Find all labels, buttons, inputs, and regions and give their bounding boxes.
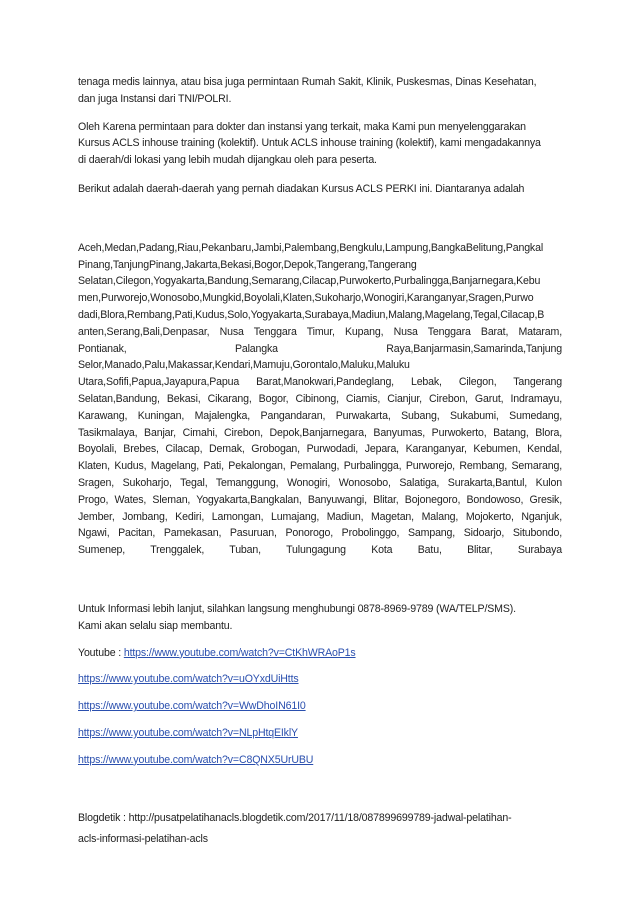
youtube-link[interactable]: https://www.youtube.com/watch?v=WwDhoIN61I0: [78, 700, 306, 713]
cities-line: Sragen, Sukoharjo, Tegal, Temanggung, Wonogiri, Wonosobo, Salatiga, Surakarta,Bantul, Kulon: [78, 476, 562, 489]
cities-line: Selatan,Bandung, Bekasi, Cikarang, Bogor, Cibinong, Ciamis, Cianjur, Cirebon, Garut, Indramayu,: [78, 392, 562, 405]
cities-line: Boyolali, Brebes, Cilacap, Demak, Grobogan, Purwodadi, Jepara, Karanganyar, Kebumen, Kendal,: [78, 443, 562, 456]
youtube-link[interactable]: https://www.youtube.com/watch?v=CtKhWRAoP1s: [123, 646, 356, 659]
cities-line: Utara,Sofifi,Papua,Jayapura,Papua Barat,Manokwari,Pandeglang, Lebak, Cilegon, Tangerang: [78, 376, 562, 389]
cities-line: Karawang, Kuningan, Majalengka, Pangandaran, Purwakarta, Subang, Sukabumi, Sumedang,: [78, 409, 562, 422]
intro-line: dan juga Instansi dari TNI/POLRI.: [78, 92, 232, 105]
cities-line: anten,Serang,Bali,Denpasar, Nusa Tenggara Timur, Kupang, Nusa Tenggara Barat, Mataram,: [78, 325, 562, 338]
cities-line: Klaten, Kudus, Magelang, Pati, Pekalongan, Pemalang, Purbalingga, Purworejo, Rembang, Semarang,: [78, 460, 562, 473]
contact-line: Untuk Informasi lebih lanjut, silahkan langsung menghubungi 0878-8969-9789 (WA/TELP/SMS).: [78, 602, 516, 615]
intro-line: tenaga medis lainnya, atau bisa juga permintaan Rumah Sakit, Klinik, Puskesmas, Dinas Kesehatan,: [78, 76, 537, 88]
training-paragraph: [78, 119, 562, 169]
cities-line: Ngawi, Pacitan, Pamekasan, Pasuruan, Ponorogo, Probolinggo, Sampang, Sidoarjo, Situbondo,: [78, 527, 562, 540]
intro-paragraph: [78, 74, 562, 108]
youtube-link[interactable]: https://www.youtube.com/watch?v=C8QNX5UrUBU: [78, 753, 314, 766]
cities-line: Progo, Wates, Sleman, Yogyakarta,Bangkalan, Banyuwangi, Blitar, Bojonegoro, Bondowoso, Gresik,: [78, 493, 562, 506]
contact-paragraph: [78, 601, 562, 635]
regions-intro: Berikut adalah daerah-daerah yang pernah diadakan Kursus ACLS PERKI ini. Diantaranya adalah: [78, 182, 525, 195]
cities-line: Aceh,Medan,Padang,Riau,Pekanbaru,Jambi,Palembang,Bengkulu,Lampung,BangkaBelitung,Pangkal: [78, 241, 544, 254]
training-line: di daerah/di lokasi yang lebih mudah dijangkau oleh para peserta.: [78, 154, 377, 167]
cities-line: Selor,Manado,Palu,Makassar,Kendari,Mamuju,Gorontalo,Maluku,Maluku: [78, 359, 410, 372]
training-line: Kursus ACLS inhouse training (kolektif). Untuk ACLS inhouse training (kolektif), kami mengadakannya: [78, 137, 541, 150]
cities-line: Tasikmalaya, Banjar, Cimahi, Cirebon, Depok,Banjarnegara, Banyumas, Purwokerto, Batang, Blora,: [78, 426, 562, 439]
cities-line: dadi,Blora,Rembang,Pati,Kudus,Solo,Yogyakarta,Surabaya,Madiun,Malang,Magelang,Tegal,Cilacap,B: [78, 308, 545, 321]
blog-paragraph: [78, 808, 562, 850]
document-page: [78, 74, 562, 850]
cities-paragraph: [78, 240, 562, 559]
cities-line: Pinang,TanjungPinang,Jakarta,Bekasi,Bogor,Depok,Tangerang,Tangerang: [78, 258, 417, 271]
cities-line: Pontianak, Palangka Raya,Banjarmasin,Samarinda,Tanjung: [78, 342, 562, 355]
blog-line: acls-informasi-pelatihan-acls: [78, 832, 208, 845]
blog-line: Blogdetik : http://pusatpelatihanacls.blogdetik.com/2017/11/18/087899699789-jadwal-pelatihan-: [78, 811, 512, 824]
training-line: Oleh Karena permintaan para dokter dan instansi yang terkait, maka Kami pun menyelenggarakan: [78, 120, 526, 133]
youtube-link[interactable]: https://www.youtube.com/watch?v=NLpHtqEIklY: [78, 726, 298, 739]
cities-line: Sumenep, Trenggalek, Tuban, Tulungagung Kota Batu, Blitar, Surabaya: [78, 544, 562, 557]
cities-line: Selatan,Cilegon,Yogyakarta,Bandung,Semarang,Cilacap,Purwokerto,Purbalingga,Banjarnegara,Kebu: [78, 275, 541, 288]
cities-line: Jember, Jombang, Kediri, Lamongan, Lumajang, Madiun, Magetan, Malang, Mojokerto, Nganjuk,: [78, 510, 562, 523]
contact-line: Kami akan selalu siap membantu.: [78, 619, 233, 632]
cities-line: men,Purworejo,Wonosobo,Mungkid,Boyolali,Klaten,Sukoharjo,Wonogiri,Karanganyar,Sragen,Purwo: [78, 292, 534, 305]
youtube-row: [78, 645, 562, 662]
youtube-label: Youtube :: [78, 646, 124, 659]
youtube-link[interactable]: https://www.youtube.com/watch?v=uOYxdUiHtts: [78, 673, 299, 686]
